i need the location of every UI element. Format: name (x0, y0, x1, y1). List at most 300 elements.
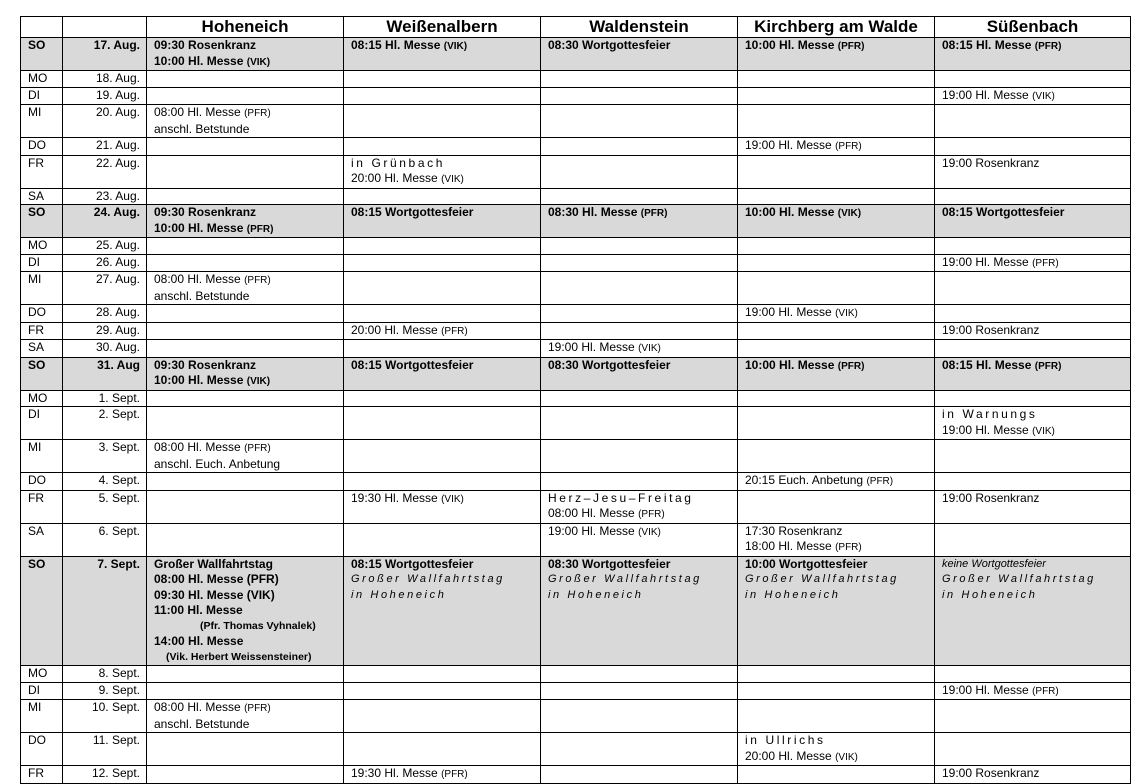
table-row (21, 205, 1131, 238)
event-line (942, 205, 1130, 221)
event-cell-kirchberg (738, 666, 935, 683)
event-cell-suessenbach (935, 71, 1131, 88)
event-cell-hoheneich (147, 71, 344, 88)
event-cell-waldenstein (541, 188, 738, 205)
date-cell: 17. Aug. (63, 38, 147, 71)
celebrant-tag: (PFR) (244, 108, 271, 119)
event-cell-weissenalbern (344, 87, 541, 105)
event-text: anschl. Betstunde (154, 288, 250, 303)
event-cell-kirchberg (738, 473, 935, 491)
event-text: 19:00 Rosenkranz (942, 766, 1040, 780)
event-cell-weissenalbern (344, 272, 541, 305)
event-line (745, 749, 934, 766)
event-line (942, 407, 1130, 423)
event-line (942, 358, 1130, 375)
date-cell: 18. Aug. (63, 71, 147, 88)
event-line (154, 717, 343, 733)
event-text: 08:15 Wortgottesfeier (351, 357, 474, 372)
event-text: 09:30 Rosenkranz (154, 205, 257, 219)
table-row (21, 254, 1131, 272)
event-cell-weissenalbern (344, 440, 541, 473)
event-text: Herz–Jesu–Freitag (548, 490, 694, 505)
celebrant-tag: (VIK) (441, 493, 464, 505)
event-line (745, 38, 934, 55)
event-text: 10:00 Hl. Messe (154, 53, 244, 68)
event-line (351, 156, 540, 172)
event-cell-hoheneich (147, 390, 344, 407)
event-text: 19:00 Rosenkranz (942, 155, 1040, 170)
event-cell-suessenbach (935, 700, 1131, 733)
celebrant-tag: (PFR) (441, 769, 468, 780)
weekday-cell: DO (21, 138, 63, 156)
event-line (351, 171, 540, 188)
event-line (548, 491, 737, 507)
event-cell-waldenstein (541, 700, 738, 733)
date-cell: 31. Aug (63, 357, 147, 390)
header-suessenbach: Süßenbach (935, 17, 1131, 38)
event-cell-suessenbach (935, 407, 1131, 440)
event-line (154, 358, 343, 374)
table-row (21, 523, 1131, 556)
event-line (154, 38, 343, 54)
event-text: Großer Wallfahrtstag (154, 556, 273, 571)
event-line (548, 340, 737, 357)
event-text: 08:00 Hl. Messe (PFR) (154, 572, 279, 586)
date-cell: 20. Aug. (63, 105, 147, 138)
event-cell-kirchberg (738, 71, 935, 88)
event-cell-weissenalbern (344, 322, 541, 340)
event-cell-suessenbach (935, 473, 1131, 491)
celebrant-tag: (PFR) (640, 208, 668, 219)
event-cell-kirchberg (738, 682, 935, 700)
header-hoheneich: Hoheneich (147, 17, 344, 38)
event-cell-waldenstein (541, 322, 738, 340)
event-text: Großer Wallfahrtstag (548, 573, 702, 585)
event-text: 20:15 Euch. Anbetung (745, 473, 864, 487)
date-cell: 3. Sept. (63, 440, 147, 473)
weekday-cell: DO (21, 473, 63, 491)
weekday-cell: DI (21, 87, 63, 105)
event-line (942, 588, 1130, 604)
event-cell-weissenalbern (344, 390, 541, 407)
event-line (351, 572, 540, 588)
celebrant-tag: (VIK) (246, 56, 271, 68)
event-line (548, 506, 737, 523)
event-text: 19:00 Hl. Messe (548, 340, 635, 354)
event-text: anschl. Betstunde (154, 716, 250, 731)
event-text: 11:00 Hl. Messe (154, 603, 243, 617)
celebrant-tag: (PFR) (638, 509, 665, 520)
event-cell-kirchberg (738, 238, 935, 255)
event-cell-weissenalbern (344, 357, 541, 390)
celebrant-tag: (VIK) (246, 376, 271, 387)
table-row (21, 155, 1131, 188)
event-line (154, 603, 343, 619)
weekday-cell: SA (21, 188, 63, 205)
event-text: 08:30 Wortgottesfeier (548, 38, 671, 52)
celebrant-tag: (PFR) (835, 542, 862, 553)
weekday-cell: FR (21, 766, 63, 784)
event-line (942, 323, 1130, 339)
event-line (942, 557, 1130, 573)
event-cell-weissenalbern (344, 682, 541, 700)
event-text: 19:00 Hl. Messe (942, 682, 1029, 697)
event-cell-weissenalbern (344, 205, 541, 238)
event-cell-suessenbach (935, 556, 1131, 666)
event-text: (Pfr. Thomas Vyhnalek) (200, 619, 316, 632)
event-line (942, 255, 1130, 272)
event-cell-weissenalbern (344, 71, 541, 88)
weekday-cell: MO (21, 238, 63, 255)
event-cell-suessenbach (935, 440, 1131, 473)
event-cell-waldenstein (541, 357, 738, 390)
event-cell-suessenbach (935, 272, 1131, 305)
event-cell-hoheneich (147, 105, 344, 138)
event-line (351, 323, 540, 340)
event-line (351, 766, 540, 783)
event-cell-kirchberg (738, 155, 935, 188)
event-cell-suessenbach (935, 490, 1131, 523)
header-waldenstein: Waldenstein (541, 17, 738, 38)
weekday-cell: MI (21, 105, 63, 138)
event-text: 19:00 Hl. Messe (942, 422, 1029, 437)
event-text: 10:00 Hl. Messe (745, 205, 835, 219)
weekday-cell: SA (21, 340, 63, 358)
event-text: in Hoheneich (351, 588, 447, 601)
date-cell: 25. Aug. (63, 238, 147, 255)
event-cell-suessenbach (935, 322, 1131, 340)
weekday-cell: FR (21, 490, 63, 523)
event-cell-waldenstein (541, 490, 738, 523)
event-text: 19:00 Hl. Messe (942, 254, 1029, 269)
event-line (745, 572, 934, 588)
date-cell: 5. Sept. (63, 490, 147, 523)
event-cell-hoheneich (147, 473, 344, 491)
weekday-cell: FR (21, 322, 63, 340)
event-text: keine Wortgottesfeier (942, 557, 1046, 570)
weekday-cell: MI (21, 440, 63, 473)
event-line (745, 557, 934, 573)
event-text: (Vik. Herbert Weissensteiner) (166, 650, 312, 663)
event-cell-waldenstein (541, 155, 738, 188)
event-text: 10:00 Hl. Messe (154, 373, 244, 387)
table-row (21, 322, 1131, 340)
weekday-cell: DO (21, 733, 63, 766)
table-row (21, 490, 1131, 523)
event-cell-waldenstein (541, 138, 738, 156)
event-cell-hoheneich (147, 766, 344, 784)
weekday-cell: SA (21, 523, 63, 556)
event-line (548, 588, 737, 604)
event-line (154, 105, 343, 122)
event-line (942, 156, 1130, 172)
header-day (21, 17, 63, 38)
event-cell-weissenalbern (344, 407, 541, 440)
table-row (21, 407, 1131, 440)
table-row (21, 71, 1131, 88)
event-cell-kirchberg (738, 305, 935, 323)
event-cell-kirchberg (738, 523, 935, 556)
celebrant-tag: (PFR) (1034, 360, 1062, 372)
table-row (21, 357, 1131, 390)
event-cell-hoheneich (147, 155, 344, 188)
event-text: 09:30 Rosenkranz (154, 38, 257, 52)
event-line (351, 38, 540, 55)
date-cell: 8. Sept. (63, 666, 147, 683)
date-cell: 26. Aug. (63, 254, 147, 272)
date-cell: 28. Aug. (63, 305, 147, 323)
event-text: 08:00 Hl. Messe (154, 272, 241, 286)
date-cell: 2. Sept. (63, 407, 147, 440)
event-cell-suessenbach (935, 357, 1131, 390)
event-cell-waldenstein (541, 682, 738, 700)
event-line (745, 358, 934, 375)
event-cell-weissenalbern (344, 700, 541, 733)
event-text: 08:15 Wortgottesfeier (351, 556, 474, 571)
event-line (745, 473, 934, 490)
weekday-cell: MO (21, 390, 63, 407)
event-cell-kirchberg (738, 254, 935, 272)
event-cell-waldenstein (541, 71, 738, 88)
table-row (21, 305, 1131, 323)
event-line (942, 491, 1130, 507)
event-text: in Hoheneich (745, 588, 841, 601)
event-text: 19:30 Hl. Messe (351, 490, 438, 505)
event-cell-waldenstein (541, 340, 738, 358)
event-text: in Grünbach (351, 155, 445, 170)
event-line (154, 700, 343, 717)
table-row (21, 272, 1131, 305)
event-text: 14:00 Hl. Messe (154, 634, 244, 648)
event-cell-hoheneich (147, 440, 344, 473)
event-cell-suessenbach (935, 305, 1131, 323)
event-cell-hoheneich (147, 490, 344, 523)
event-text: 08:00 Hl. Messe (548, 506, 635, 520)
event-cell-hoheneich (147, 254, 344, 272)
event-cell-kirchberg (738, 322, 935, 340)
event-text: 10:00 Hl. Messe (745, 357, 835, 372)
celebrant-tag: (PFR) (1032, 685, 1059, 697)
event-cell-suessenbach (935, 666, 1131, 683)
event-text: in Warnungs (942, 407, 1038, 421)
event-cell-kirchberg (738, 205, 935, 238)
weekday-cell: DI (21, 254, 63, 272)
celebrant-tag: (VIK) (443, 41, 468, 52)
event-line (745, 733, 934, 749)
event-cell-suessenbach (935, 523, 1131, 556)
event-line (548, 557, 737, 573)
event-cell-suessenbach (935, 390, 1131, 407)
event-cell-waldenstein (541, 523, 738, 556)
event-line (745, 205, 934, 222)
event-line (351, 588, 540, 604)
event-cell-suessenbach (935, 38, 1131, 71)
event-cell-suessenbach (935, 138, 1131, 156)
event-line (154, 54, 343, 71)
weekday-cell: MI (21, 700, 63, 733)
event-cell-weissenalbern (344, 188, 541, 205)
date-cell: 23. Aug. (63, 188, 147, 205)
celebrant-tag: (PFR) (866, 476, 894, 487)
event-cell-hoheneich (147, 666, 344, 683)
event-cell-suessenbach (935, 205, 1131, 238)
table-row (21, 556, 1131, 666)
event-cell-weissenalbern (344, 254, 541, 272)
event-text: 19:00 Hl. Messe (745, 138, 832, 152)
event-cell-kirchberg (738, 440, 935, 473)
event-line (154, 619, 343, 635)
celebrant-tag: (PFR) (1032, 257, 1059, 269)
event-cell-suessenbach (935, 254, 1131, 272)
event-cell-weissenalbern (344, 473, 541, 491)
table-row (21, 682, 1131, 700)
table-row (21, 138, 1131, 156)
event-cell-waldenstein (541, 105, 738, 138)
event-cell-hoheneich (147, 682, 344, 700)
event-cell-weissenalbern (344, 766, 541, 784)
date-cell: 1. Sept. (63, 390, 147, 407)
event-cell-waldenstein (541, 390, 738, 407)
table-row (21, 390, 1131, 407)
event-text: 08:15 Wortgottesfeier (942, 205, 1065, 219)
event-text: 08:15 Hl. Messe (942, 38, 1032, 52)
event-line (942, 88, 1130, 105)
weekday-cell: MO (21, 71, 63, 88)
event-text: 09:30 Hl. Messe (VIK) (154, 587, 275, 602)
event-cell-waldenstein (541, 407, 738, 440)
weekday-cell: SO (21, 556, 63, 666)
event-cell-hoheneich (147, 188, 344, 205)
event-text: 20:00 Hl. Messe (745, 748, 832, 763)
celebrant-tag: (PFR) (835, 141, 862, 152)
event-cell-kirchberg (738, 138, 935, 156)
event-line (351, 557, 540, 573)
event-cell-suessenbach (935, 155, 1131, 188)
event-line (154, 440, 343, 457)
event-line (351, 358, 540, 374)
table-row (21, 188, 1131, 205)
event-cell-hoheneich (147, 305, 344, 323)
celebrant-tag: (VIK) (837, 208, 862, 219)
event-line (351, 491, 540, 508)
event-text: in Ullrichs (745, 733, 826, 747)
event-cell-waldenstein (541, 556, 738, 666)
event-cell-kirchberg (738, 188, 935, 205)
event-line (942, 423, 1130, 440)
event-line (942, 572, 1130, 588)
date-cell: 29. Aug. (63, 322, 147, 340)
date-cell: 21. Aug. (63, 138, 147, 156)
date-cell: 11. Sept. (63, 733, 147, 766)
event-text: 08:30 Wortgottesfeier (548, 357, 671, 372)
event-cell-suessenbach (935, 238, 1131, 255)
table-row (21, 87, 1131, 105)
event-cell-kirchberg (738, 340, 935, 358)
event-text: 20:00 Hl. Messe (351, 171, 438, 185)
event-cell-waldenstein (541, 766, 738, 784)
event-text: 08:30 Hl. Messe (548, 205, 638, 219)
event-cell-weissenalbern (344, 490, 541, 523)
date-cell: 7. Sept. (63, 556, 147, 666)
event-text: 19:00 Rosenkranz (942, 490, 1040, 505)
event-line (548, 524, 737, 541)
celebrant-tag: (VIK) (835, 751, 858, 763)
celebrant-tag: (PFR) (246, 223, 274, 235)
event-text: 08:15 Wortgottesfeier (351, 205, 474, 219)
event-line (745, 305, 934, 322)
event-line (548, 205, 737, 222)
event-text: 08:15 Hl. Messe (942, 357, 1032, 372)
weekday-cell: SO (21, 357, 63, 390)
event-line (154, 272, 343, 289)
date-cell: 10. Sept. (63, 700, 147, 733)
event-cell-suessenbach (935, 340, 1131, 358)
event-text: 10:00 Wortgottesfeier (745, 556, 868, 571)
event-line (154, 650, 343, 666)
event-text: 20:00 Hl. Messe (351, 322, 438, 337)
celebrant-tag: (PFR) (1034, 41, 1062, 52)
event-cell-waldenstein (541, 205, 738, 238)
event-text: 08:30 Wortgottesfeier (548, 556, 671, 571)
event-cell-waldenstein (541, 238, 738, 255)
table-row (21, 473, 1131, 491)
date-cell: 22. Aug. (63, 155, 147, 188)
table-row (21, 238, 1131, 255)
event-text: 19:00 Hl. Messe (745, 305, 832, 319)
event-line (154, 373, 343, 390)
event-cell-hoheneich (147, 38, 344, 71)
event-text: 09:30 Rosenkranz (154, 357, 257, 372)
event-cell-suessenbach (935, 87, 1131, 105)
table-row (21, 105, 1131, 138)
weekday-cell: MO (21, 666, 63, 683)
weekday-cell: FR (21, 155, 63, 188)
event-cell-weissenalbern (344, 155, 541, 188)
celebrant-tag: (PFR) (244, 443, 271, 454)
event-text: 19:00 Rosenkranz (942, 322, 1040, 337)
weekday-cell: DO (21, 305, 63, 323)
event-cell-hoheneich (147, 700, 344, 733)
celebrant-tag: (PFR) (837, 360, 865, 372)
event-cell-waldenstein (541, 305, 738, 323)
table-row (21, 440, 1131, 473)
event-cell-weissenalbern (344, 523, 541, 556)
event-cell-suessenbach (935, 105, 1131, 138)
date-cell: 30. Aug. (63, 340, 147, 358)
event-line (351, 205, 540, 221)
event-line (154, 588, 343, 604)
event-text: 10:00 Hl. Messe (745, 38, 835, 52)
date-cell: 6. Sept. (63, 523, 147, 556)
event-text: 19:00 Hl. Messe (548, 523, 635, 538)
event-cell-weissenalbern (344, 666, 541, 683)
event-cell-hoheneich (147, 357, 344, 390)
header-kirchberg: Kirchberg am Walde (738, 17, 935, 38)
event-cell-hoheneich (147, 407, 344, 440)
event-cell-suessenbach (935, 766, 1131, 784)
event-cell-waldenstein (541, 254, 738, 272)
event-text: Großer Wallfahrtstag (351, 573, 505, 585)
event-text: 08:00 Hl. Messe (154, 105, 241, 119)
celebrant-tag: (PFR) (244, 275, 271, 286)
date-cell: 4. Sept. (63, 473, 147, 491)
event-cell-kirchberg (738, 105, 935, 138)
event-cell-suessenbach (935, 188, 1131, 205)
event-cell-weissenalbern (344, 105, 541, 138)
event-text: in Hoheneich (548, 588, 644, 601)
event-text: in Hoheneich (942, 588, 1038, 601)
celebrant-tag: (PFR) (837, 41, 865, 52)
